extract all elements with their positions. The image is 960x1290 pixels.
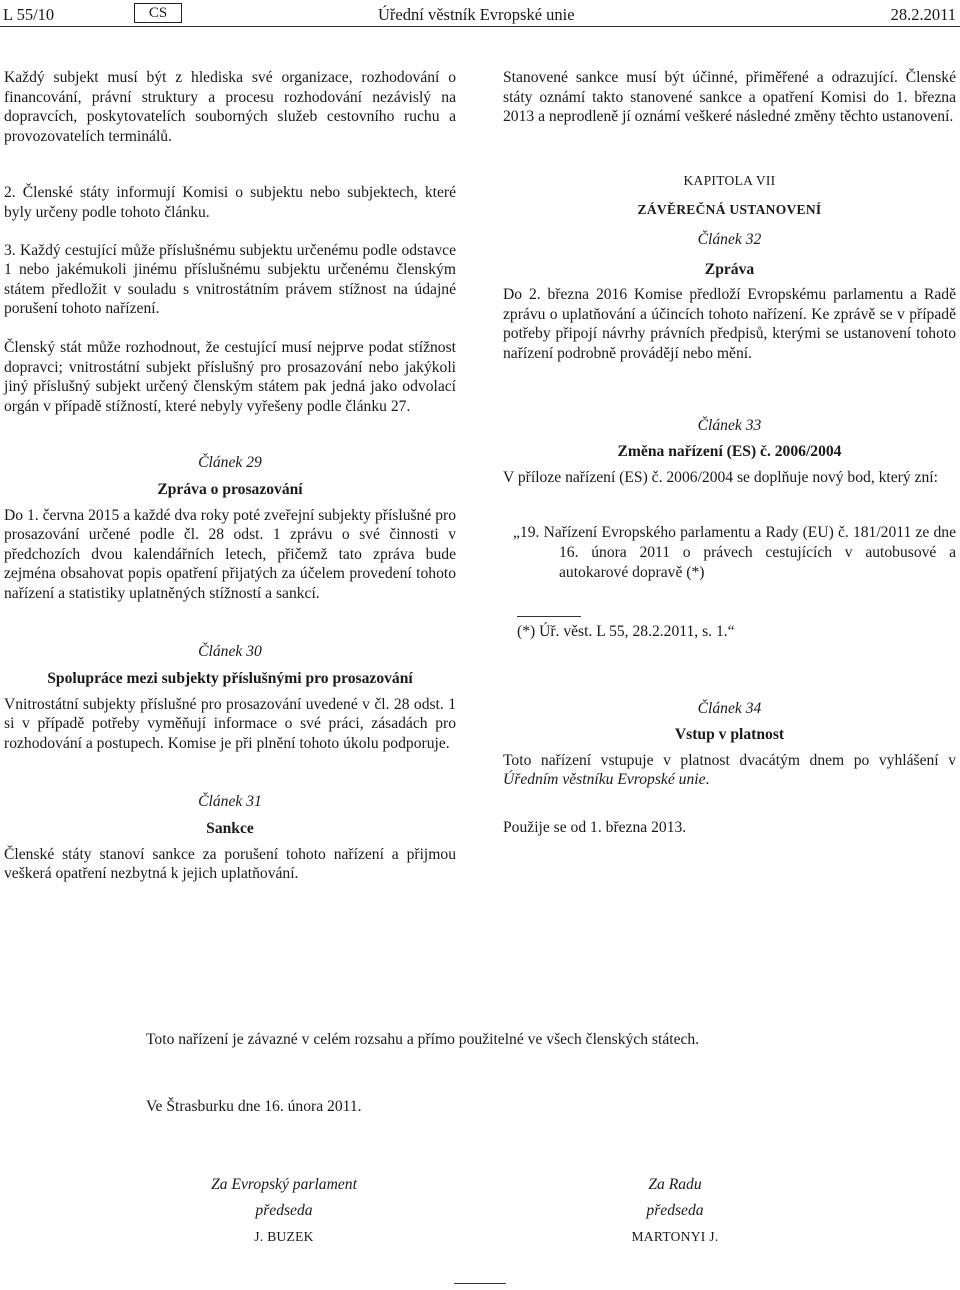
article-title: Vstup v platnost [674,726,785,744]
footnote: (*) Úř. věst. L 55, 28.2.2011, s. 1.“ [517,623,735,641]
chapter-number: KAPITOLA VII [683,172,776,188]
end-rule [454,1283,506,1284]
journal-name-italic: Úředním věstníku Evropské unie [503,771,706,789]
binding-statement: Toto nařízení je závazné v celém rozsahu a přímo použitelné ve všech členských státech. [146,1031,700,1048]
article-number: Článek 30 [198,643,262,661]
paragraph: Toto nařízení vstupuje v platnost dvacátým dnem po vyhlášení v Úředním věstníku Evropské unie. [503,751,956,789]
paragraph: Každý subjekt musí být z hlediska své organizace, rozhodování o financování, právní struktury a procesu rozhodování nezávislý na dopravcích, poskytovatelích souborných služeb cestovního ruchu a provozovatelích terminálů. [4,69,456,145]
signatory-role: předseda [646,1202,704,1219]
signatory-name: MARTONYI J. [631,1229,719,1244]
article-number: Článek 32 [697,230,762,248]
journal-title: Úřední věstník Evropské unie [378,5,575,24]
page-header [0,3,960,27]
article-number: Článek 33 [697,416,762,434]
paragraph: 3. Každý cestující může příslušnému subjektu určenému podle odstavce 1 nebo jakémukoli jinému příslušnému subjektu určenému členským státem předložit v souladu s vnitrostátním právem stížnost na údajné porušení tohoto nařízení. [4,241,456,318]
article-number: Článek 34 [697,699,762,717]
footnote-rule [517,616,581,617]
signature-block-council [575,1172,775,1250]
paragraph: Stanovené sankce musí být účinné, přiměřené a odrazující. Členské státy oznámí takto stanovené sankce a opatření Komisi do 1. března 2013 a neprodleně jí oznámí veškeré následné změny těchto ustanovení. [503,69,956,126]
article-title: Změna nařízení (ES) č. 2006/2004 [617,443,842,461]
article-number: Článek 29 [198,454,262,472]
paragraph: Členské státy stanoví sankce za porušení tohoto nařízení a přijmou veškerá opatření nezbytná k jejich uplatňování. [4,845,456,883]
paragraph: Vnitrostátní subjekty příslušné pro prosazování uvedené v čl. 28 odst. 1 si v případě potřeby vyměňují informace o své práci, zásadách pro rozhodování a postupech. Komise je při plnění tohoto úkolu podporuje. [4,695,456,752]
language-badge: CS [134,3,182,23]
paragraph: Použije se od 1. března 2013. [503,819,687,837]
signatory-organisation: Za Evropský parlament [211,1176,357,1193]
article-title: Zpráva o prosazování [157,480,303,498]
paragraph: Do 1. června 2015 a každé dva roky poté zveřejní subjekty příslušné pro prosazování určené podle čl. 28 odst. 1 zprávu o své činnosti v předchozích dvou kalendářních letech, přičemž tato zpráva bude zejména obsahovat popis opatření přijatých za účelem provedení tohoto nařízení a statistiky uplatněných stížností a sankcí. [4,506,456,602]
signatory-role: předseda [255,1202,313,1219]
paragraph: 2. Členské státy informují Komisi o subjektu nebo subjektech, které byly určeny podle tohoto článku. [4,184,456,221]
signatory-organisation: Za Radu [648,1176,702,1193]
header-rule [0,26,960,27]
article-title: Zpráva [704,260,755,278]
article-title: Spolupráce mezi subjekty příslušnými pro prosazování [47,670,413,688]
article-number: Článek 31 [198,793,262,811]
page-reference: L 55/10 [3,5,55,24]
place-and-date: Ve Štrasburku dne 16. února 2011. [146,1098,362,1115]
chapter-title: ZÁVĚREČNÁ USTANOVENÍ [637,202,822,218]
signatory-name: J. BUZEK [254,1229,314,1244]
paragraph: V příloze nařízení (ES) č. 2006/2004 se doplňuje nový bod, který zní: [503,468,938,486]
paragraph: Do 2. března 2016 Komise předloží Evropskému parlamentu a Radě zprávu o uplatňování a účincích tohoto nařízení. Ke zprávě se v případě potřeby připojí návrhy právních předpisů, kterými se ustanovení tohoto nařízení podrobně provádějí nebo mění. [503,286,956,362]
article-title: Sankce [206,820,254,838]
right-column [503,68,956,838]
left-column [4,68,456,884]
journal-date: 28.2.2011 [890,5,956,24]
paragraph: Členský stát může rozhodnout, že cestující musí nejprve podat stížnost dopravci; vnitrostátní subjekt příslušný pro prosazování nebo jakýkoli jiný příslušný subjekt určený členským státem pak jedná jako odvolací orgán v případě stížností, které nebyly vyřešeny podle článku 27. [4,338,456,415]
quoted-amendment: „19. Nařízení Evropského parlamentu a Rady (EU) č. 181/2011 ze dne 16. února 2011 o právech cestujících v autobusové a autokarové dopravě (*) [513,524,956,581]
signature-block-parliament [184,1172,384,1250]
